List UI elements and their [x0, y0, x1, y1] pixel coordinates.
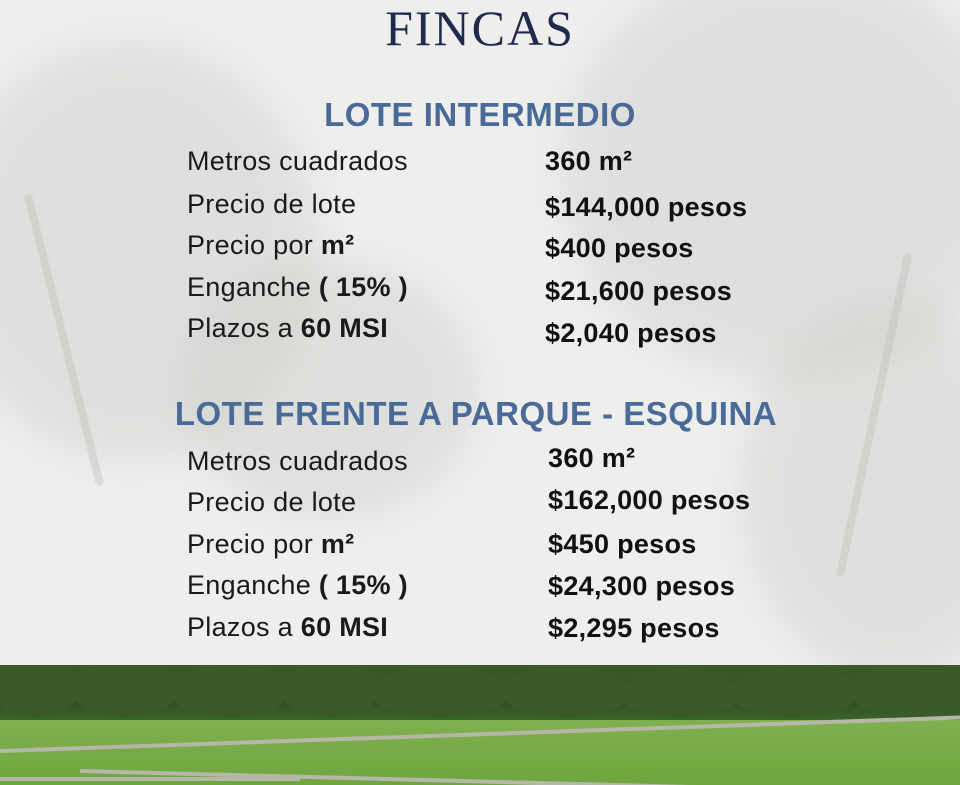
row-label: Plazos a 60 MSI: [187, 313, 389, 343]
detail-row: [0, 272, 960, 312]
lot-path: [0, 777, 300, 781]
detail-row: [0, 230, 960, 270]
row-value: $400 pesos: [545, 233, 694, 263]
landscape-photo: [0, 665, 960, 785]
bush: [620, 669, 740, 717]
row-label: Metros cuadrados: [187, 146, 408, 176]
detail-row: [0, 570, 960, 610]
detail-row: [0, 529, 960, 569]
row-value: $24,300 pesos: [548, 571, 736, 601]
grass-field: [0, 720, 960, 785]
detail-row: [0, 443, 960, 486]
bush: [730, 667, 860, 717]
detail-row: [0, 189, 960, 229]
brand-logo: FINCAS: [385, 0, 575, 56]
section-title-intermedio: LOTE INTERMEDIO: [324, 96, 636, 133]
row-label: Plazos a 60 MSI: [187, 612, 389, 642]
row-value: 360 m²: [545, 146, 633, 176]
bush: [500, 667, 630, 717]
row-label: Precio de lote: [187, 487, 357, 517]
bush: [370, 667, 510, 717]
detail-row: [0, 146, 960, 186]
detail-row: [0, 487, 960, 527]
section-title-frente-parque: LOTE FRENTE A PARQUE - ESQUINA: [174, 395, 778, 432]
row-value: $450 pesos: [548, 529, 697, 559]
detail-row: [0, 612, 960, 652]
detail-row: [0, 313, 960, 353]
row-value: 360 m²: [548, 443, 636, 473]
row-value: $21,600 pesos: [545, 276, 733, 306]
row-label: Enganche ( 15% ): [187, 570, 408, 600]
bush: [170, 665, 290, 717]
row-label: Enganche ( 15% ): [187, 272, 408, 302]
row-value: $144,000 pesos: [545, 192, 748, 222]
row-label: Metros cuadrados: [187, 446, 408, 476]
row-value: $2,040 pesos: [545, 318, 717, 348]
row-value: $162,000 pesos: [548, 485, 751, 515]
row-value: $2,295 pesos: [548, 613, 720, 643]
row-label: Precio por m²: [187, 230, 355, 260]
bush: [280, 665, 380, 717]
row-label: Precio por m²: [187, 529, 355, 559]
row-label: Precio de lote: [187, 189, 357, 219]
